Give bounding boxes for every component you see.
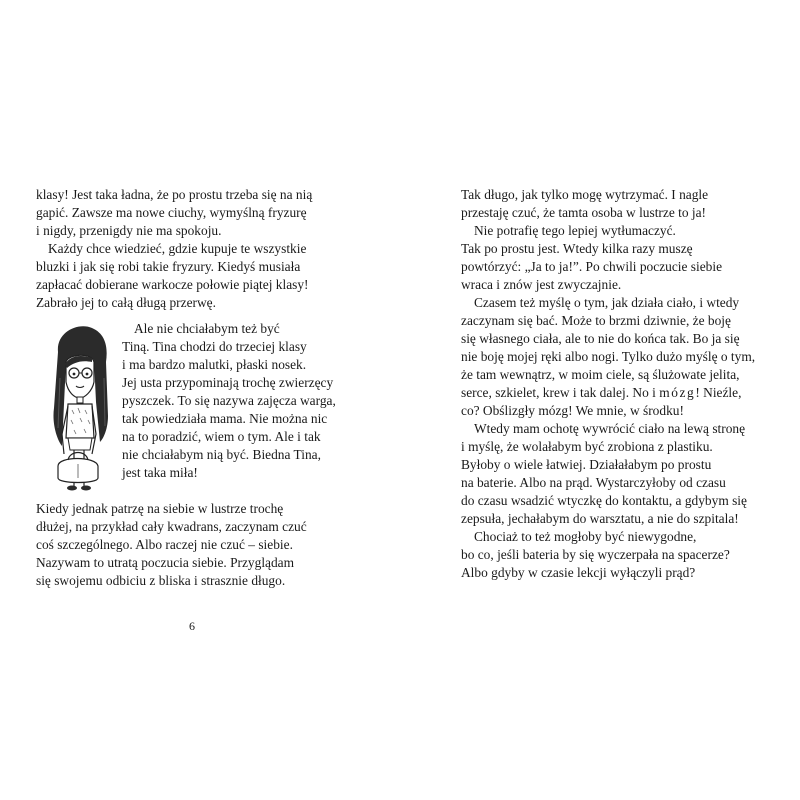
- text-line: Albo gdyby w czasie lekcji wyłączyli prąd?: [461, 565, 696, 580]
- text-line: Byłoby o wiele łatwiej. Działałabym po prostu: [461, 457, 712, 472]
- text-line: [461, 384, 741, 402]
- page-number: 6: [189, 619, 195, 633]
- text-line: się własnego ciała, ale to nie do końca tak. Bo ja się: [461, 331, 740, 346]
- text-line: Kiedy jednak patrzę na siebie w lustrze trochę: [36, 501, 284, 516]
- text-line: nie boję mojej ręki albo nogi. Tylko dużo myślę o tym,: [461, 349, 756, 364]
- text-line: co? Obślizgły mózg! We mnie, w środku!: [461, 403, 684, 418]
- text-line: Czasem też myślę o tym, jak działa ciało, i wtedy: [474, 295, 740, 310]
- text-line: Tak długo, jak tylko mogę wytrzymać. I nagle: [461, 187, 709, 202]
- text-line: Każdy chce wiedzieć, gdzie kupuje te wszystkie: [48, 241, 307, 256]
- text-segment: serce, szkielet, krew i tak dalej. No i: [461, 385, 660, 400]
- text-line: Jej usta przypominają trochę zwierzęcy: [122, 375, 334, 390]
- text-line: nie chciałabym nią być. Biedna Tina,: [122, 447, 321, 462]
- text-line: że tam wewnątrz, w moim ciele, są ślużowate jelita,: [461, 367, 740, 382]
- text-line: Zabrało jej to całą długą przerwę.: [36, 295, 216, 310]
- text-line: Ale nie chciałabym też być: [134, 321, 280, 336]
- text-line: tak powiedziała mama. Nie można nic: [122, 411, 328, 426]
- text-line: coś szczególnego. Albo raczej nie czuć – siebie.: [36, 537, 293, 552]
- text-line: Nie potrafię tego lepiej wytłumaczyć.: [474, 223, 676, 238]
- text-line: bo co, jeśli bateria by się wyczerpała na spacerze?: [461, 547, 730, 562]
- text-line: i nigdy, przenigdy nie ma spokoju.: [36, 223, 222, 238]
- text-line: klasy! Jest taka ładna, że po prostu trzeba się na nią: [36, 187, 313, 202]
- text-line: jest taka miła!: [122, 465, 198, 480]
- text-line: i ma bardzo malutki, płaski nosek.: [122, 357, 307, 372]
- text-line: Tak po prostu jest. Wtedy kilka razy muszę: [461, 241, 693, 256]
- text-line: Tiną. Tina chodzi do trzeciej klasy: [122, 339, 307, 354]
- text-line: powtórzyć: „Ja to ja!”. Po chwili poczucie siebie: [461, 259, 723, 274]
- text-line: na to poradzić, wiem o tym. Ale i tak: [122, 429, 321, 444]
- text-line: zepsuła, jechałabym do warsztatu, a nie do szpitala!: [461, 511, 739, 526]
- text-line: zapłacać dobierane warkocze połowie piątej klasy!: [36, 277, 309, 292]
- text-line: na baterie. Albo na prąd. Wystarczyłoby od czasu: [461, 475, 726, 490]
- text-line: pyszczek. To się nazywa zajęcza warga,: [122, 393, 336, 408]
- girl-illustration: [34, 318, 124, 498]
- text-line: i myślę, że wolałabym być zrobiona z plastiku.: [461, 439, 713, 454]
- text-line: do czasu wsadzić wtyczkę do kontaktu, a gdybym się: [461, 493, 747, 508]
- right-page: [400, 0, 800, 800]
- text-line: wraca i znów jest zwyczajnie.: [461, 277, 622, 292]
- text-line: się swojemu odbiciu z bliska i strasznie długo.: [36, 573, 286, 588]
- emphasized-word: mózg: [659, 385, 696, 400]
- text-line: zaczynam się bać. Może to brzmi dziwnie, że boję: [461, 313, 731, 328]
- text-line: gapić. Zawsze ma nowe ciuchy, wymyślną fryzurę: [36, 205, 307, 220]
- text-line: bluzki i jak się robi takie fryzury. Kiedyś musiała: [36, 259, 301, 274]
- text-line: Chociaż to też mogłoby być niewygodne,: [474, 529, 697, 544]
- text-line: dłużej, na przykład cały kwadrans, zaczynam czuć: [36, 519, 307, 534]
- text-segment: ! Nieźle,: [695, 385, 742, 400]
- text-line: przestaję czuć, że tamta osoba w lustrze to ja!: [461, 205, 707, 220]
- text-line: Nazywam to utratą poczucia siebie. Przyglądam: [36, 555, 295, 570]
- text-line: Wtedy mam ochotę wywrócić ciało na lewą stronę: [474, 421, 746, 436]
